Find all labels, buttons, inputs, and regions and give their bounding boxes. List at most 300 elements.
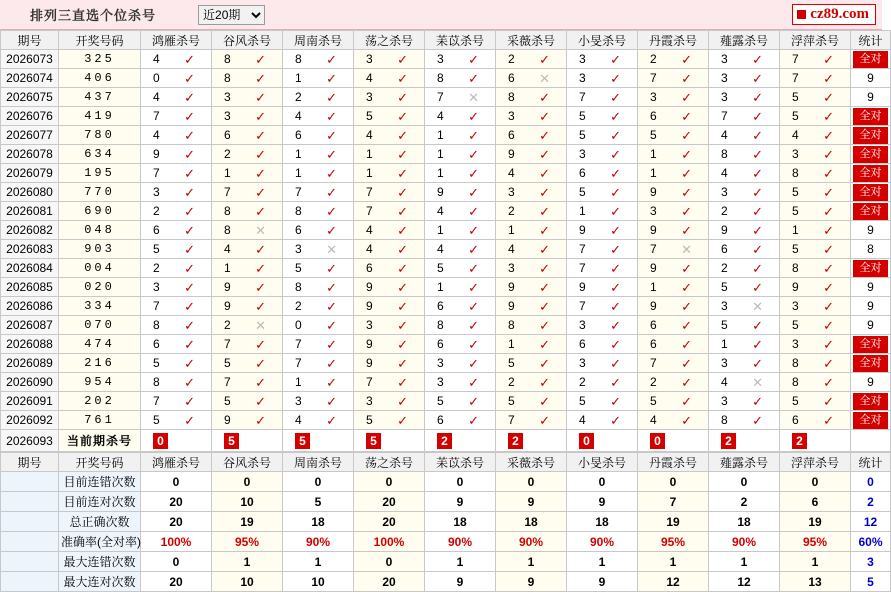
kill-cell <box>354 278 425 297</box>
kill-number: 9 <box>366 337 373 351</box>
stat-column-header-8: 小旻杀号 <box>567 453 638 472</box>
kill-cell <box>496 297 567 316</box>
stat-value: 20 <box>354 572 425 592</box>
kill-cell <box>638 411 709 430</box>
statistics-row <box>1 472 891 492</box>
check-icon: ✓ <box>539 51 550 67</box>
stat-value: 18 <box>283 512 354 532</box>
kill-number: 5 <box>792 185 799 199</box>
check-icon: ✓ <box>468 146 479 162</box>
check-icon: ✓ <box>823 374 834 390</box>
draw-number: 004 <box>59 259 141 278</box>
stat-value: 90% <box>567 532 638 552</box>
table-row <box>1 107 891 126</box>
kill-number: 2 <box>650 375 657 389</box>
kill-number: 1 <box>437 147 444 161</box>
kill-number: 5 <box>579 128 586 142</box>
check-icon: ✓ <box>184 89 195 105</box>
stat-value: 12 <box>709 572 780 592</box>
current-kill-cell <box>567 430 638 452</box>
kill-number: 6 <box>508 71 515 85</box>
table-row <box>1 278 891 297</box>
check-icon: ✓ <box>184 222 195 238</box>
stat-value: 0 <box>496 472 567 492</box>
kill-cell <box>638 126 709 145</box>
check-icon: ✓ <box>397 89 408 105</box>
kill-number: 3 <box>437 356 444 370</box>
kill-number: 6 <box>366 261 373 275</box>
check-icon: ✓ <box>468 317 479 333</box>
kill-cell <box>567 354 638 373</box>
kill-cell <box>425 69 496 88</box>
kill-cell <box>567 316 638 335</box>
stat-value: 95% <box>212 532 283 552</box>
all-correct-badge: 全对 <box>853 127 888 144</box>
kill-number: 6 <box>437 299 444 313</box>
kill-number: 8 <box>224 52 231 66</box>
statistics-row <box>1 572 891 592</box>
row-statistic <box>851 335 891 354</box>
kill-cell <box>212 221 283 240</box>
check-icon: ✓ <box>468 260 479 276</box>
kill-number: 1 <box>366 166 373 180</box>
kill-number: 6 <box>437 413 444 427</box>
check-icon: ✓ <box>610 70 621 86</box>
stat-value: 90% <box>496 532 567 552</box>
check-icon: ✓ <box>184 355 195 371</box>
check-icon: ✓ <box>823 317 834 333</box>
current-kill-cell <box>283 430 354 452</box>
kill-cell <box>141 88 212 107</box>
issue-number: 2026088 <box>1 335 59 354</box>
kill-number: 3 <box>792 147 799 161</box>
check-icon: ✓ <box>397 374 408 390</box>
kill-cell <box>709 126 780 145</box>
kill-cell <box>425 316 496 335</box>
all-correct-badge: 全对 <box>853 184 888 201</box>
issue-number: 2026074 <box>1 69 59 88</box>
kill-number: 9 <box>579 223 586 237</box>
kill-number: 5 <box>366 109 373 123</box>
kill-number: 8 <box>792 261 799 275</box>
kill-cell <box>780 335 851 354</box>
issue-number: 2026090 <box>1 373 59 392</box>
draw-number: 770 <box>59 183 141 202</box>
kill-cell <box>709 50 780 69</box>
stat-value: 1 <box>496 552 567 572</box>
kill-cell <box>354 392 425 411</box>
kill-cell <box>354 316 425 335</box>
kill-number: 4 <box>295 109 302 123</box>
check-icon: ✓ <box>397 127 408 143</box>
kill-cell <box>283 278 354 297</box>
check-icon: ✓ <box>681 70 692 86</box>
kill-number: 5 <box>792 109 799 123</box>
check-icon: ✓ <box>184 374 195 390</box>
kill-number: 6 <box>579 166 586 180</box>
stat-column-header-1: 开奖号码 <box>59 453 141 472</box>
kill-cell <box>425 259 496 278</box>
check-icon: ✓ <box>468 51 479 67</box>
kill-cell <box>354 411 425 430</box>
all-correct-badge: 全对 <box>853 412 888 429</box>
kill-number: 2 <box>721 261 728 275</box>
check-icon: ✓ <box>326 355 337 371</box>
kill-number: 7 <box>224 185 231 199</box>
statistics-row <box>1 512 891 532</box>
current-kill-value: 2 <box>508 433 523 449</box>
check-icon: ✓ <box>539 260 550 276</box>
column-header-4: 周南杀号 <box>283 31 354 50</box>
kill-cell <box>212 126 283 145</box>
column-header-12: 统计 <box>851 31 891 50</box>
row-statistic <box>851 354 891 373</box>
kill-cell <box>567 88 638 107</box>
check-icon: ✓ <box>752 89 763 105</box>
kill-number: 7 <box>153 166 160 180</box>
kill-number: 7 <box>366 185 373 199</box>
check-icon: ✓ <box>184 279 195 295</box>
kill-cell <box>212 411 283 430</box>
kill-cell <box>780 354 851 373</box>
check-icon: ✓ <box>752 355 763 371</box>
kill-number: 4 <box>721 128 728 142</box>
check-icon: ✓ <box>823 260 834 276</box>
kill-cell <box>354 240 425 259</box>
check-icon: ✓ <box>610 51 621 67</box>
kill-number: 8 <box>437 71 444 85</box>
kill-number: 7 <box>295 337 302 351</box>
kill-number: 3 <box>508 185 515 199</box>
check-icon: ✓ <box>823 70 834 86</box>
check-icon: ✓ <box>326 108 337 124</box>
kill-number: 9 <box>508 299 515 313</box>
check-icon: ✓ <box>823 127 834 143</box>
kill-cell <box>709 259 780 278</box>
kill-cell <box>496 354 567 373</box>
check-icon: ✓ <box>539 146 550 162</box>
kill-cell <box>354 259 425 278</box>
check-icon: ✓ <box>397 317 408 333</box>
stat-value: 20 <box>141 512 212 532</box>
check-icon: ✓ <box>752 146 763 162</box>
row-statistic: 9 <box>851 316 891 335</box>
check-icon: ✓ <box>326 127 337 143</box>
draw-number: 325 <box>59 50 141 69</box>
kill-cell <box>567 50 638 69</box>
kill-cell <box>283 183 354 202</box>
kill-cell <box>425 88 496 107</box>
kill-cell <box>141 107 212 126</box>
check-icon: ✓ <box>184 412 195 428</box>
row-statistic: 9 <box>851 69 891 88</box>
column-header-7: 采薇杀号 <box>496 31 567 50</box>
check-icon: ✓ <box>255 279 266 295</box>
kill-number: 7 <box>153 109 160 123</box>
kill-cell <box>496 411 567 430</box>
kill-cell <box>496 335 567 354</box>
check-icon: ✓ <box>823 393 834 409</box>
current-kill-value: 5 <box>295 433 310 449</box>
check-icon: ✓ <box>184 260 195 276</box>
check-icon: ✓ <box>184 298 195 314</box>
kill-cell <box>638 335 709 354</box>
draw-number: 216 <box>59 354 141 373</box>
current-period-label: 当前期杀号 <box>59 430 141 452</box>
kill-cell <box>212 316 283 335</box>
check-icon: ✓ <box>326 165 337 181</box>
current-kill-value: 2 <box>792 433 807 449</box>
kill-number: 3 <box>224 109 231 123</box>
check-icon: ✓ <box>468 203 479 219</box>
kill-number: 2 <box>650 52 657 66</box>
stat-spacer <box>1 472 59 492</box>
check-icon: ✓ <box>610 260 621 276</box>
table-row <box>1 164 891 183</box>
stat-row-label: 最大连对次数 <box>59 572 141 592</box>
draw-number: 406 <box>59 69 141 88</box>
stat-column-header-0: 期号 <box>1 453 59 472</box>
check-icon: ✓ <box>326 393 337 409</box>
kill-number: 1 <box>437 128 444 142</box>
kill-number: 4 <box>650 413 657 427</box>
column-header-10: 薤露杀号 <box>709 31 780 50</box>
kill-number: 7 <box>792 71 799 85</box>
stat-value: 9 <box>496 492 567 512</box>
kill-cell <box>709 69 780 88</box>
kill-cell <box>141 221 212 240</box>
stat-spacer <box>1 512 59 532</box>
kill-cell <box>141 278 212 297</box>
kill-cell <box>567 202 638 221</box>
column-header-1: 开奖号码 <box>59 31 141 50</box>
statistics-row <box>1 532 891 552</box>
column-header-0: 期号 <box>1 31 59 50</box>
check-icon: ✓ <box>823 222 834 238</box>
check-icon: ✓ <box>823 51 834 67</box>
table-row <box>1 126 891 145</box>
kill-cell <box>780 202 851 221</box>
check-icon: ✓ <box>255 374 266 390</box>
check-icon: ✓ <box>255 108 266 124</box>
check-icon: ✓ <box>255 184 266 200</box>
stat-value: 1 <box>567 552 638 572</box>
check-icon: ✓ <box>397 393 408 409</box>
current-kill-cell <box>354 430 425 452</box>
draw-number: 903 <box>59 240 141 259</box>
kill-cell <box>141 69 212 88</box>
kill-number: 1 <box>295 71 302 85</box>
kill-number: 6 <box>721 242 728 256</box>
period-select[interactable] <box>198 5 265 25</box>
check-icon: ✓ <box>823 146 834 162</box>
kill-number: 5 <box>437 394 444 408</box>
statistics-row <box>1 492 891 512</box>
kill-number: 1 <box>437 280 444 294</box>
kill-number: 5 <box>792 204 799 218</box>
stat-value: 0 <box>425 472 496 492</box>
draw-number: 020 <box>59 278 141 297</box>
check-icon: ✓ <box>752 317 763 333</box>
kill-number: 7 <box>650 242 657 256</box>
kill-number: 8 <box>508 90 515 104</box>
kill-cell <box>638 164 709 183</box>
table-body <box>1 50 891 452</box>
kill-cell <box>141 183 212 202</box>
check-icon: ✓ <box>752 222 763 238</box>
stat-value: 1 <box>212 552 283 572</box>
current-kill-cell <box>496 430 567 452</box>
check-icon: ✓ <box>681 317 692 333</box>
kill-cell <box>283 221 354 240</box>
check-icon: ✓ <box>397 108 408 124</box>
check-icon: ✓ <box>184 165 195 181</box>
check-icon: ✓ <box>681 298 692 314</box>
kill-number: 7 <box>366 204 373 218</box>
kill-cell <box>780 297 851 316</box>
cross-icon: ✕ <box>681 241 692 257</box>
kill-number: 5 <box>579 109 586 123</box>
stat-total-value: 3 <box>851 552 891 572</box>
table-row <box>1 50 891 69</box>
check-icon: ✓ <box>255 298 266 314</box>
table-row <box>1 88 891 107</box>
kill-cell <box>141 164 212 183</box>
check-icon: ✓ <box>255 89 266 105</box>
kill-cell <box>354 221 425 240</box>
kill-cell <box>283 69 354 88</box>
stat-value: 2 <box>709 492 780 512</box>
kill-number: 5 <box>721 318 728 332</box>
kill-number: 0 <box>153 71 160 85</box>
kill-number: 6 <box>650 318 657 332</box>
check-icon: ✓ <box>823 108 834 124</box>
kill-cell <box>496 164 567 183</box>
kill-number: 3 <box>721 71 728 85</box>
kill-cell <box>496 392 567 411</box>
stat-value: 13 <box>780 572 851 592</box>
kill-number: 8 <box>153 375 160 389</box>
table-row <box>1 335 891 354</box>
kill-cell <box>354 69 425 88</box>
check-icon: ✓ <box>326 184 337 200</box>
row-statistic <box>851 145 891 164</box>
kill-cell <box>141 297 212 316</box>
stat-value: 19 <box>780 512 851 532</box>
kill-cell <box>212 278 283 297</box>
draw-number: 690 <box>59 202 141 221</box>
kill-cell <box>283 316 354 335</box>
current-issue-number: 2026093 <box>1 430 59 452</box>
cross-icon: ✕ <box>468 89 479 105</box>
kill-number: 1 <box>792 223 799 237</box>
kill-number: 3 <box>366 318 373 332</box>
site-logo[interactable] <box>792 4 876 25</box>
table-row <box>1 392 891 411</box>
stat-value: 18 <box>496 512 567 532</box>
kill-cell <box>425 183 496 202</box>
row-statistic <box>851 202 891 221</box>
stat-value: 20 <box>141 572 212 592</box>
kill-cell <box>709 354 780 373</box>
check-icon: ✓ <box>610 317 621 333</box>
kill-number: 8 <box>721 413 728 427</box>
kill-cell <box>709 335 780 354</box>
kill-cell <box>567 164 638 183</box>
all-correct-badge: 全对 <box>853 355 888 372</box>
draw-number: 780 <box>59 126 141 145</box>
kill-number: 9 <box>721 223 728 237</box>
stat-value: 90% <box>425 532 496 552</box>
kill-cell <box>638 240 709 259</box>
check-icon: ✓ <box>255 70 266 86</box>
kill-number: 4 <box>153 52 160 66</box>
stat-column-header-10: 薤露杀号 <box>709 453 780 472</box>
kill-number: 2 <box>508 52 515 66</box>
stat-row-label: 目前连错次数 <box>59 472 141 492</box>
kill-cell <box>780 88 851 107</box>
kill-cell <box>709 107 780 126</box>
kill-number: 5 <box>153 413 160 427</box>
stat-value: 18 <box>567 512 638 532</box>
stat-column-header-3: 谷风杀号 <box>212 453 283 472</box>
check-icon: ✓ <box>184 51 195 67</box>
statistics-body <box>1 472 891 592</box>
kill-cell <box>780 240 851 259</box>
logo-text: cz89.com <box>810 5 869 22</box>
kill-number: 1 <box>224 166 231 180</box>
check-icon: ✓ <box>823 298 834 314</box>
kill-cell <box>567 107 638 126</box>
stat-value: 100% <box>141 532 212 552</box>
kill-number: 7 <box>224 375 231 389</box>
check-icon: ✓ <box>610 355 621 371</box>
check-icon: ✓ <box>326 412 337 428</box>
check-icon: ✓ <box>397 146 408 162</box>
kill-number: 7 <box>792 52 799 66</box>
issue-number: 2026091 <box>1 392 59 411</box>
stat-row-label: 总正确次数 <box>59 512 141 532</box>
check-icon: ✓ <box>681 222 692 238</box>
check-icon: ✓ <box>752 260 763 276</box>
row-statistic <box>851 411 891 430</box>
kill-cell <box>354 88 425 107</box>
kill-cell <box>567 126 638 145</box>
check-icon: ✓ <box>397 203 408 219</box>
table-header-row <box>1 31 891 50</box>
kill-number: 8 <box>792 356 799 370</box>
kill-number: 5 <box>224 394 231 408</box>
kill-cell <box>212 354 283 373</box>
check-icon: ✓ <box>681 89 692 105</box>
kill-number: 3 <box>650 204 657 218</box>
kill-cell <box>425 297 496 316</box>
stat-value: 100% <box>354 532 425 552</box>
issue-number: 2026073 <box>1 50 59 69</box>
kill-cell <box>496 88 567 107</box>
check-icon: ✓ <box>184 146 195 162</box>
kill-number: 5 <box>437 261 444 275</box>
kill-cell <box>780 259 851 278</box>
kill-number: 1 <box>650 166 657 180</box>
issue-number: 2026078 <box>1 145 59 164</box>
stat-value: 20 <box>354 492 425 512</box>
kill-cell <box>212 183 283 202</box>
kill-number: 5 <box>579 185 586 199</box>
check-icon: ✓ <box>468 412 479 428</box>
stat-value: 1 <box>709 552 780 572</box>
check-icon: ✓ <box>539 165 550 181</box>
